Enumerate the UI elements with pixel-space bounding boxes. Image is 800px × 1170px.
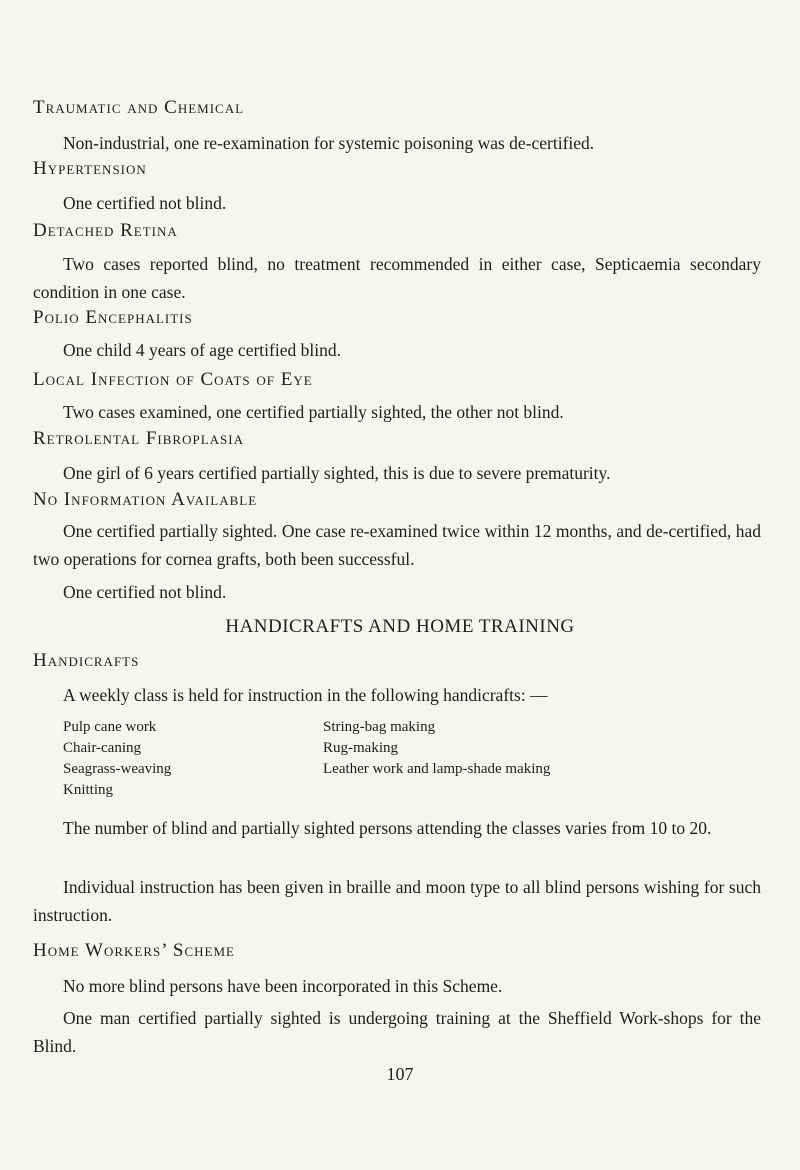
heading-retrolental: Retrolental Fibroplasia: [33, 428, 244, 449]
heading-detached-retina: Detached Retina: [33, 220, 178, 241]
paragraph-no-info-1: One certified partially sighted. One case re-examined twice within 12 months, and de-certified, had two operations for cornea grafts, both been successful.: [33, 521, 761, 569]
paragraph-home-workers-2: One man certified partially sighted is undergoing training at the Sheffield Work-shops for the Blind.: [33, 1008, 761, 1056]
craft-item: Knitting: [63, 782, 114, 798]
craft-item: Leather work and lamp-shade making: [323, 761, 551, 777]
heading-hypertension: Hypertension: [33, 158, 147, 179]
paragraph-home-workers-1: No more blind persons have been incorporated in this Scheme.: [63, 976, 503, 996]
paragraph-handicrafts-attendance: The number of blind and partially sighted persons attending the classes varies from 10 to 20.: [63, 818, 712, 838]
paragraph-polio: One child 4 years of age certified blind.: [63, 340, 341, 360]
craft-item: Seagrass-weaving: [63, 761, 172, 777]
heading-handicrafts: Handicrafts: [33, 650, 140, 671]
craft-item: String-bag making: [323, 719, 436, 735]
heading-traumatic: Traumatic and Chemical: [33, 97, 245, 118]
heading-home-workers: Home Workers’ Scheme: [33, 940, 235, 961]
paragraph-handicrafts-intro: A weekly class is held for instruction in the following handicrafts: —: [63, 685, 548, 705]
craft-item: Rug-making: [323, 740, 398, 756]
heading-polio: Polio Encephalitis: [33, 307, 193, 328]
craft-item: Pulp cane work: [63, 719, 157, 735]
paragraph-detached-retina: Two cases reported blind, no treatment recommended in either case, Septicaemia secondary condition in one case.: [33, 254, 761, 302]
heading-no-info: No Information Available: [33, 489, 258, 510]
page-number: 107: [386, 1064, 414, 1084]
craft-item: Chair-caning: [63, 740, 142, 756]
paragraph-retrolental: One girl of 6 years certified partially sighted, this is due to severe prematurity.: [63, 463, 611, 483]
heading-local-infection: Local Infection of Coats of Eye: [33, 369, 313, 390]
paragraph-hypertension: One certified not blind.: [63, 193, 227, 213]
paragraph-handicrafts-instruction: Individual instruction has been given in braille and moon type to all blind persons wishing for such instruction.: [33, 877, 761, 925]
paragraph-traumatic: Non-industrial, one re-examination for systemic poisoning was de-certified.: [63, 133, 595, 153]
paragraph-local-infection: Two cases examined, one certified partially sighted, the other not blind.: [63, 402, 564, 422]
paragraph-no-info-2: One certified not blind.: [63, 582, 227, 602]
main-title: HANDICRAFTS AND HOME TRAINING: [225, 616, 575, 637]
